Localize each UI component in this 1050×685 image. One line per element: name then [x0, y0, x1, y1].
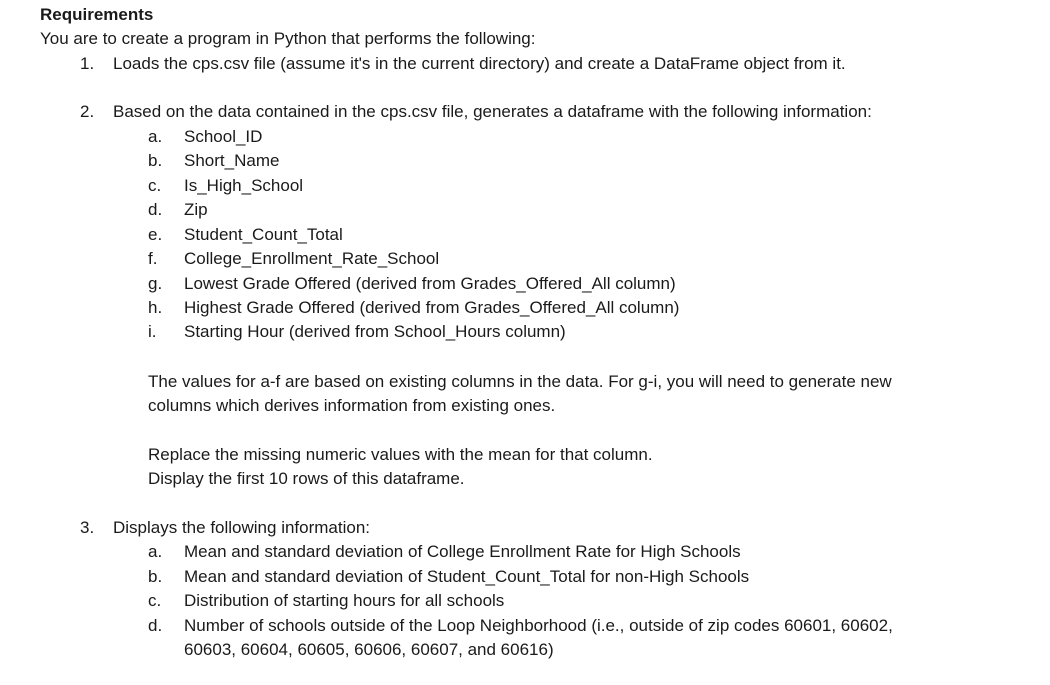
item-3-sub-letter: d. — [148, 616, 163, 635]
paragraph-line: Replace the missing numeric values with the mean for that column. — [148, 445, 653, 464]
item-3-sub-text: Distribution of starting hours for all schools — [184, 591, 505, 610]
item-3-sub-letter: c. — [148, 591, 162, 610]
item-3-number: 3. — [80, 518, 95, 537]
item-2-sub-text: Short_Name — [184, 151, 280, 170]
paragraph-line: The values for a-f are based on existing columns in the data. For g-i, you will need to generate new — [148, 372, 892, 391]
item-2-sub-text: Student_Count_Total — [184, 225, 343, 244]
item-2-sub-letter: g. — [148, 274, 163, 293]
item-2-sub-text: School_ID — [184, 127, 263, 146]
item-2-number: 2. — [80, 102, 95, 121]
item-3-sub-text: Mean and standard deviation of College Enrollment Rate for High Schools — [184, 542, 741, 561]
item-2-sub-text: Starting Hour (derived from School_Hours column) — [184, 322, 566, 341]
item-3-sub-text: Mean and standard deviation of Student_Count_Total for non-High Schools — [184, 567, 750, 586]
item-2-sub-letter: a. — [148, 127, 163, 146]
item-3-text: Displays the following information: — [113, 518, 371, 537]
item-2-sub-text: College_Enrollment_Rate_School — [184, 249, 440, 268]
item-2-sub-letter: e. — [148, 225, 163, 244]
item-2-sub-letter: b. — [148, 151, 163, 170]
item-1-text: Loads the cps.csv file (assume it's in the current directory) and create a DataFrame object from it. — [113, 54, 846, 73]
item-3-sub-letter: a. — [148, 542, 163, 561]
item-3-sub-continuation: 60603, 60604, 60605, 60606, 60607, and 60616) — [184, 640, 554, 659]
item-2-sub-text: Is_High_School — [184, 176, 304, 195]
paragraph-line: Display the first 10 rows of this dataframe. — [148, 469, 465, 488]
item-2-sub-letter: i. — [148, 322, 157, 341]
item-2-sub-text: Zip — [184, 200, 208, 219]
item-2-sub-text: Highest Grade Offered (derived from Grades_Offered_All column) — [184, 298, 680, 317]
item-1-number: 1. — [80, 54, 95, 73]
item-2-sub-letter: f. — [148, 249, 158, 268]
item-3-sub-text: Number of schools outside of the Loop Neighborhood (i.e., outside of zip codes 60601, 60602, — [184, 616, 893, 635]
paragraph-line: columns which derives information from existing ones. — [148, 396, 556, 415]
item-3-sub-letter: b. — [148, 567, 163, 586]
item-2-sub-letter: d. — [148, 200, 163, 219]
item-2-text: Based on the data contained in the cps.csv file, generates a dataframe with the following information: — [113, 102, 872, 121]
item-2-sub-letter: h. — [148, 298, 163, 317]
item-2-sub-letter: c. — [148, 176, 162, 195]
item-2-sub-text: Lowest Grade Offered (derived from Grades_Offered_All column) — [184, 274, 676, 293]
section-heading: Requirements — [40, 5, 154, 24]
intro-text: You are to create a program in Python that performs the following: — [40, 29, 536, 48]
